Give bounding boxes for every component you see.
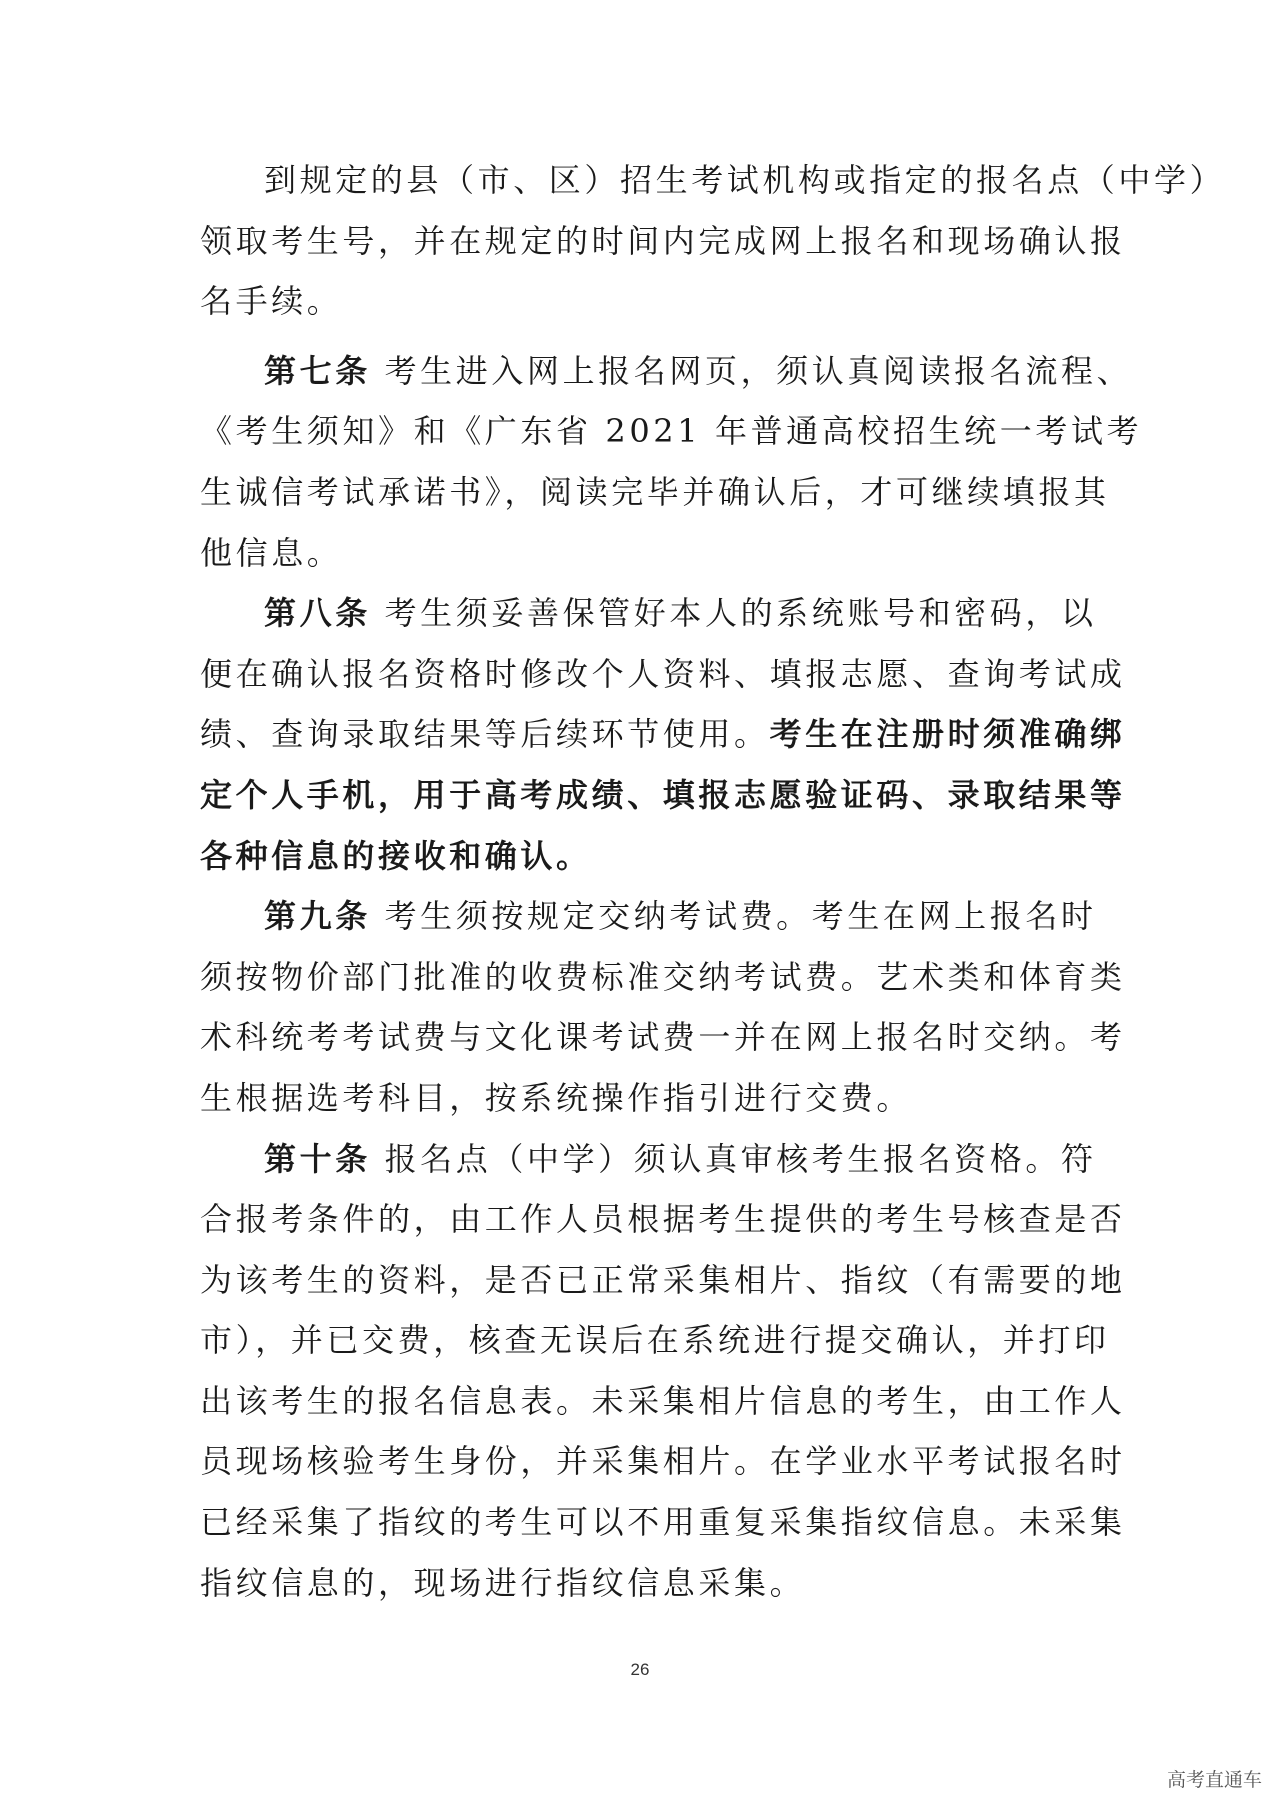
body-text: 须按物价部门批准的收费标准交纳考试费。艺术类和体育类 — [200, 957, 1126, 996]
body-text: 报名点（中学）须认真审核考生报名资格。符 — [370, 1139, 1097, 1178]
text-line — [200, 462, 1110, 523]
text-line — [200, 1492, 1126, 1553]
watermark-label: 高考直通车 — [1166, 1769, 1262, 1791]
body-text: 为该考生的资料，是否已正常采集相片、指纹（有需要的地 — [200, 1260, 1126, 1299]
body-text: 到规定的县（市、区）招生考试机构或指定的报名点（中学） — [264, 161, 1226, 199]
text-line — [200, 1189, 1126, 1250]
bold-text: 定个人手机，用于高考成绩、填报志愿验证码、录取结果等 — [200, 775, 1126, 814]
text-line — [200, 211, 1126, 272]
body-text: 员现场核验考生身份，并采集相片。在学业水平考试报名时 — [200, 1442, 1126, 1481]
body-text: 出该考生的报名信息表。未采集相片信息的考生，由工作人 — [200, 1381, 1126, 1420]
body-text: 他信息。 — [200, 533, 343, 572]
text-line — [200, 523, 1090, 584]
body-text: 生诚信考试承诺书》，阅读完毕并确认后，才可继续填报其 — [200, 472, 1110, 511]
text-line — [200, 644, 1126, 705]
text-line — [200, 150, 1226, 211]
page-number: 26 — [630, 1660, 650, 1679]
body-text: 《考生须知》和《广东省 2021 年普通高校招生统一考试考 — [200, 412, 1143, 451]
bold-text: 第九条 — [264, 897, 371, 936]
body-text: 市），并已交费，核查无误后在系统进行提交确认，并打印 — [200, 1321, 1110, 1360]
body-text: 考生须按规定交纳考试费。考生在网上报名时 — [370, 897, 1097, 936]
text-line — [200, 947, 1126, 1008]
paragraph — [200, 341, 1143, 583]
text-line — [200, 1129, 1097, 1190]
text-line — [200, 1431, 1126, 1492]
text-line — [200, 1371, 1126, 1432]
bold-text: 考生在注册时须准确绑 — [769, 715, 1126, 754]
paragraph — [200, 150, 1226, 332]
text-line — [200, 341, 1133, 402]
body-text: 合报考条件的，由工作人员根据考生提供的考生号核查是否 — [200, 1200, 1126, 1239]
text-line — [200, 401, 1143, 462]
body-text: 考生须妥善保管好本人的系统账号和密码，以 — [370, 594, 1097, 633]
text-line — [200, 886, 1097, 947]
text-line — [200, 1553, 1090, 1614]
document-body — [200, 150, 1226, 1613]
body-text: 已经采集了指纹的考生可以不用重复采集指纹信息。未采集 — [200, 1503, 1126, 1542]
text-line — [200, 1068, 1090, 1129]
bold-text: 第八条 — [264, 594, 371, 633]
body-text: 考生进入网上报名网页，须认真阅读报名流程、 — [370, 351, 1133, 390]
body-text: 指纹信息的，现场进行指纹信息采集。 — [200, 1563, 806, 1602]
text-line — [200, 704, 1126, 765]
text-line — [200, 1250, 1126, 1311]
text-line — [200, 765, 1126, 826]
body-text: 绩、查询录取结果等后续环节使用。 — [200, 715, 770, 754]
text-line — [200, 271, 1090, 332]
paragraph — [200, 583, 1126, 886]
bold-text: 各种信息的接收和确认。 — [200, 836, 592, 875]
body-text: 名手续。 — [200, 282, 343, 321]
text-line — [200, 826, 1090, 887]
paragraph — [200, 886, 1126, 1128]
body-text: 术科统考考试费与文化课考试费一并在网上报名时交纳。考 — [200, 1018, 1126, 1057]
body-text: 生根据选考科目，按系统操作指引进行交费。 — [200, 1078, 913, 1117]
body-text: 便在确认报名资格时修改个人资料、填报志愿、查询考试成 — [200, 654, 1126, 693]
text-line — [200, 583, 1097, 644]
text-line — [200, 1310, 1110, 1371]
body-text: 领取考生号，并在规定的时间内完成网上报名和现场确认报 — [200, 221, 1126, 260]
text-line — [200, 1007, 1126, 1068]
bold-text: 第十条 — [264, 1139, 371, 1178]
bold-text: 第七条 — [264, 351, 371, 390]
paragraph — [200, 1129, 1126, 1614]
